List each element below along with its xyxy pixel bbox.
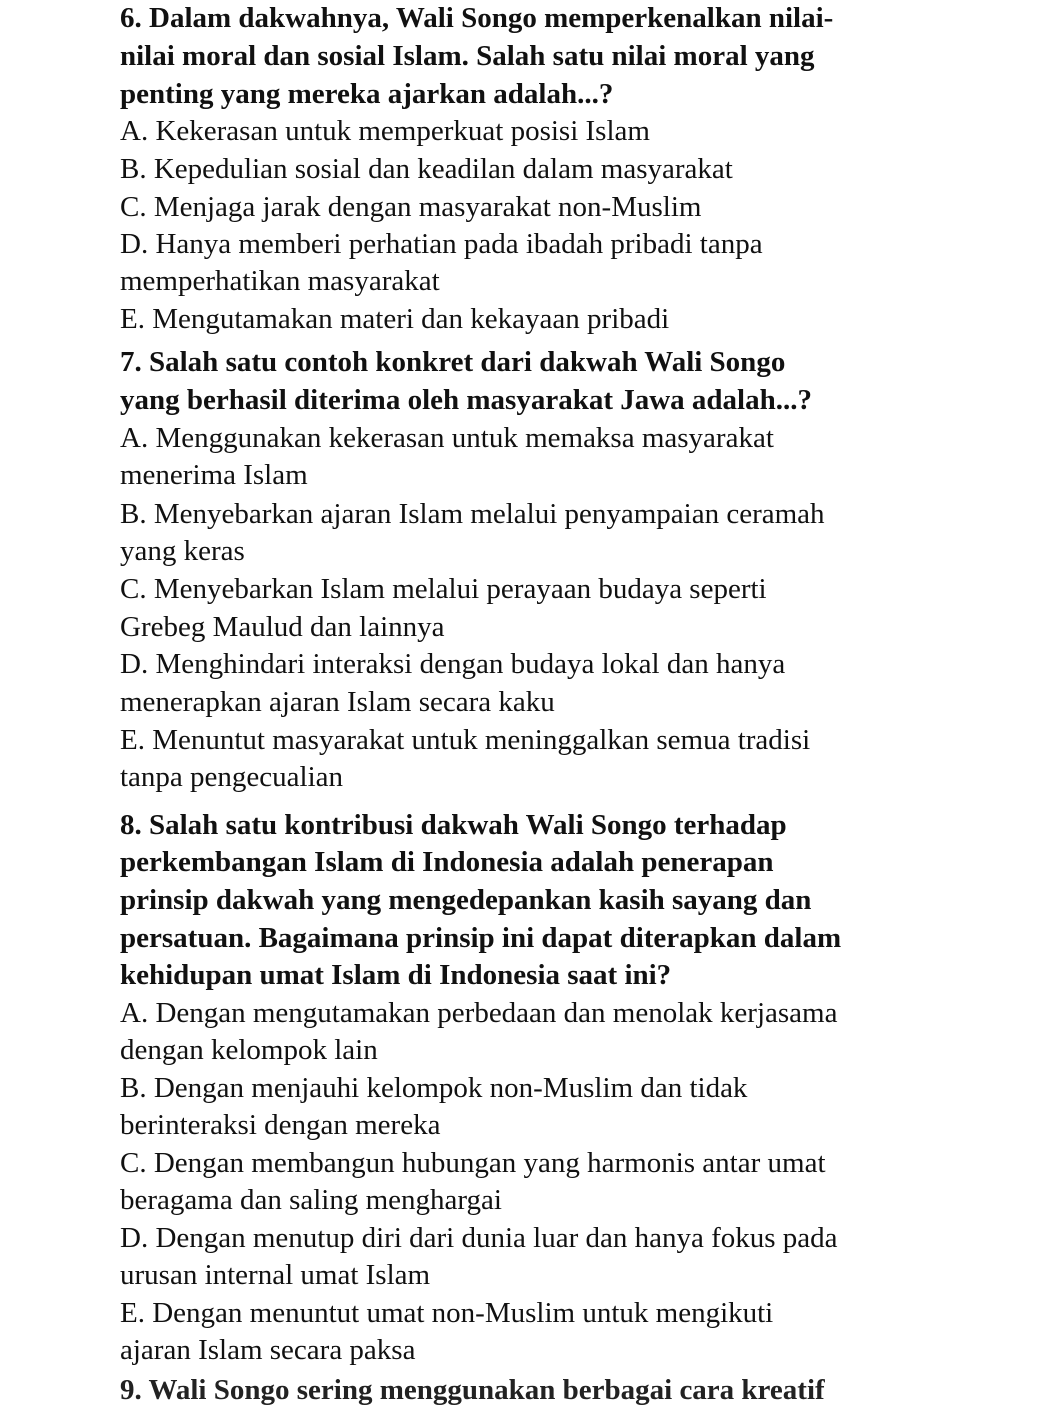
question-8-text: prinsip dakwah yang mengedepankan kasih sayang dan	[120, 884, 812, 916]
option-7a: menerima Islam	[120, 459, 308, 491]
option-8c: beragama dan saling menghargai	[120, 1184, 502, 1216]
option-7a: A. Menggunakan kekerasan untuk memaksa masyarakat	[120, 422, 774, 454]
option-7d: menerapkan ajaran Islam secara kaku	[120, 686, 555, 718]
option-7b: yang keras	[120, 535, 245, 567]
option-8a: dengan kelompok lain	[120, 1034, 378, 1066]
question-9-cutoff-text: 9. Wali Songo sering menggunakan berbagai cara kreatif	[120, 1374, 825, 1406]
option-7b: B. Menyebarkan ajaran Islam melalui penyampaian ceramah	[120, 498, 825, 530]
option-8a: A. Dengan mengutamakan perbedaan dan menolak kerjasama	[120, 997, 838, 1029]
question-6-text: nilai moral dan sosial Islam. Salah satu nilai moral yang	[120, 40, 815, 72]
option-8b: berinteraksi dengan mereka	[120, 1109, 441, 1141]
question-8-text: kehidupan umat Islam di Indonesia saat ini?	[120, 959, 672, 991]
option-7e: tanpa pengecualian	[120, 761, 344, 793]
question-6-text: 6. Dalam dakwahnya, Wali Songo memperkenalkan nilai-	[120, 2, 834, 34]
option-7c: Grebeg Maulud dan lainnya	[120, 611, 445, 643]
option-8b: B. Dengan menjauhi kelompok non-Muslim dan tidak	[120, 1072, 748, 1104]
option-8d: urusan internal umat Islam	[120, 1259, 431, 1291]
question-7-text: yang berhasil diterima oleh masyarakat Jawa adalah...?	[120, 384, 812, 416]
option-6b: B. Kepedulian sosial dan keadilan dalam masyarakat	[120, 153, 733, 185]
question-7-text: 7. Salah satu contoh konkret dari dakwah Wali Songo	[120, 346, 786, 378]
question-8-text: perkembangan Islam di Indonesia adalah penerapan	[120, 846, 774, 878]
option-6d: D. Hanya memberi perhatian pada ibadah pribadi tanpa	[120, 228, 763, 260]
option-7d: D. Menghindari interaksi dengan budaya lokal dan hanya	[120, 648, 786, 680]
option-7e: E. Menuntut masyarakat untuk meninggalkan semua tradisi	[120, 724, 811, 756]
option-6d: memperhatikan masyarakat	[120, 265, 440, 297]
option-8d: D. Dengan menutup diri dari dunia luar dan hanya fokus pada	[120, 1222, 838, 1254]
option-8e: E. Dengan menuntut umat non-Muslim untuk mengikuti	[120, 1297, 774, 1329]
option-6e: E. Mengutamakan materi dan kekayaan pribadi	[120, 303, 670, 335]
option-8e: ajaran Islam secara paksa	[120, 1334, 416, 1366]
question-8-text: 8. Salah satu kontribusi dakwah Wali Songo terhadap	[120, 809, 787, 841]
question-6-text: penting yang mereka ajarkan adalah...?	[120, 78, 614, 110]
option-6a: A. Kekerasan untuk memperkuat posisi Islam	[120, 115, 650, 147]
question-8-text: persatuan. Bagaimana prinsip ini dapat diterapkan dalam	[120, 922, 842, 954]
option-7c: C. Menyebarkan Islam melalui perayaan budaya seperti	[120, 573, 767, 605]
option-8c: C. Dengan membangun hubungan yang harmonis antar umat	[120, 1147, 826, 1179]
option-6c: C. Menjaga jarak dengan masyarakat non-Muslim	[120, 191, 702, 223]
